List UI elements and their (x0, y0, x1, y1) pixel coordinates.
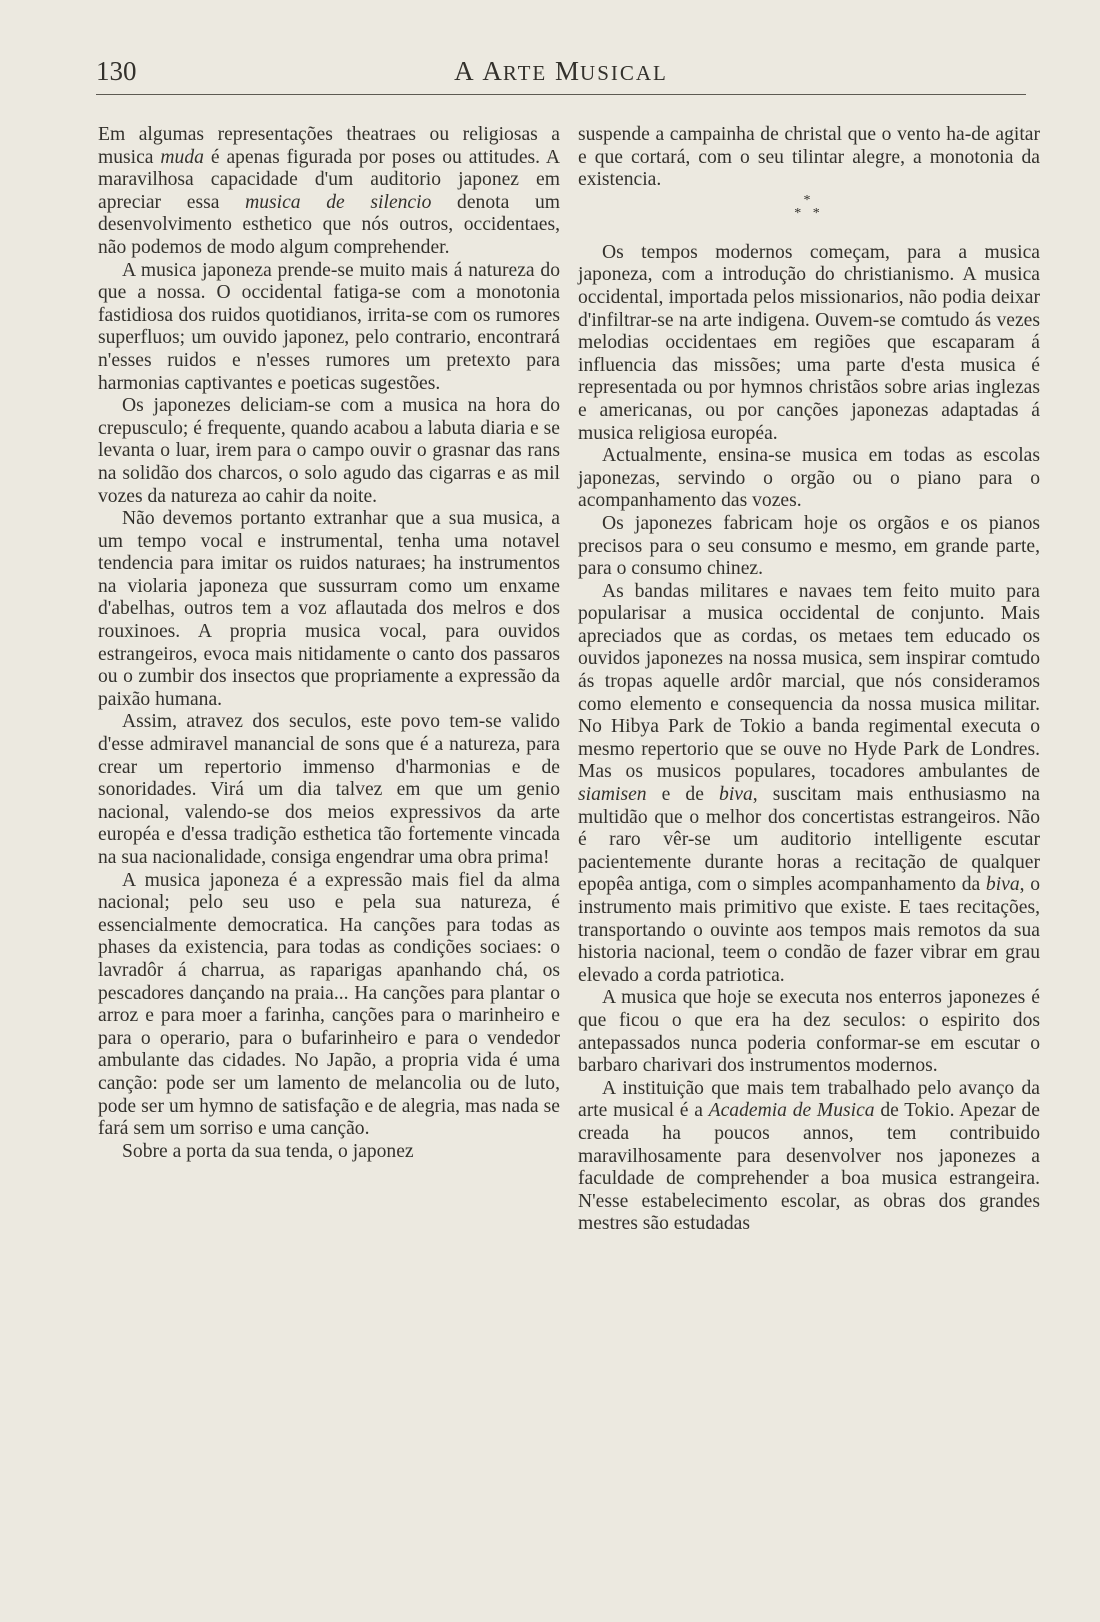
right-paragraph-6: A musica que hoje se executa nos enterros japonezes é que ficou o que era ha dez seculos: o espirito dos antepassados nunca poderia conformar-se em escutar o barbaro charivari dos instrumentos modernos. (578, 987, 1040, 1077)
left-paragraph-2: A musica japoneza prende-se muito mais á natureza do que a nossa. O occidental fatiga-se com a monotonia fastidiosa dos ruidos quotidianos, irrita-se com os rumores superfluos; um ouvido japonez, pelo contrario, encontrará n'esses ruidos e n'esses rumores um pretexto para harmonias captivantes e poeticas sugestões. (98, 259, 560, 394)
italic-term: biva (719, 784, 753, 806)
text-run: Em algumas representações theatraes ou religiosas a musica (98, 124, 560, 168)
left-paragraph-1 (98, 124, 560, 260)
left-paragraph-4: Não devemos portanto extranhar que a sua musica, a um tempo vocal e instrumental, tenha uma notavel tendencia para imitar os ruidos naturaes; ha instrumentos na violaria japoneza que sussurram como um enxame d'abelhas, outros tem a voz aflautada dos melros e dos rouxinoes. A propria musica vocal, para ouvidos estrangeiros, evoca mais nitidamente o canto dos passaros ou o zumbir dos insectos que propriamente a expressão da paixão humana. (98, 508, 560, 710)
running-title (96, 56, 1026, 87)
text-run: A instituição que mais tem trabalhado pelo avanço da arte musical é a (578, 1077, 1040, 1122)
italic-term: Academia de Musica (708, 1100, 875, 1122)
italic-term: musica de silencio (245, 191, 432, 213)
left-paragraph-5: Assim, atravez dos seculos, este povo tem-se valido d'esse admiravel manancial de sons que é a natureza, para crear um repertorio immenso d'harmonias e de sonoridades. Virá um dia talvez em que um genio nacional, valendo-se dos meios expressivos da arte européa e d'essa tradição esthetica tão fortemente vincada na sua nacionalidade, consiga engendrar uma obra prima! (98, 711, 560, 868)
running-header (96, 48, 1026, 95)
left-paragraph-6: A musica japoneza é a expressão mais fiel da alma nacional; pelo seu uso e pela sua natureza, é essencialmente democratica. Ha canções para todas as phases da existencia, para todas as condições sociaes: o lavradôr á charrua, as raparigas apanhando chá, os pescadores dançando na praia... Ha canções para plantar o arroz e para moer a farinha, canções para o marinheiro e para o operario, para o bufarinheiro e para o vendedor ambulante das cidades. No Japão, a propria vida é uma canção: pode ser um lamento de melancolia ou de luto, pode ser um hymno de satisfação e de alegria, mas nada se fará sem um sorriso e uma canção. (98, 869, 560, 1140)
text-run: de Tokio. Apezar de creada ha poucos annos, tem contribuido maravilhosamente para desenvolver nos japonezes a faculdade de comprehender a boa musica estrangeira. N'esse estabelecimento escolar, as obras dos grandes mestres são estudadas (578, 1100, 1040, 1235)
left-paragraph-3: Os japonezes deliciam-se com a musica na hora do crepusculo; é frequente, quando acabou a labuta diaria e se levanta o luar, irem para o campo ouvir o grasnar das rans na solidão dos charcos, o solo agudo das cigarras e as mil vozes da natureza ao cahir da noite. (98, 395, 560, 507)
italic-term: biva (985, 874, 1020, 896)
title-word-musical-initial: M (555, 56, 581, 86)
text-run: é apenas figurada por poses ou attitudes. A maravilhosa capacidade d'um auditorio japonez em apreciar essa (98, 146, 561, 213)
right-paragraph-2: Os tempos modernos começam, para a musica japoneza, com a introdução do christianismo. A musica occidental, importada pelos missionarios, não podia deixar d'infiltrar-se na arte indigena. Ouvem-se comtudo ás vezes melodias occidentaes em regiões que escaparam á influencia das missões; uma parte d'esta musica é representada ou por hymnos christãos sobre arias inglezas e americanas, ou por canções japonezas adaptadas á musica religiosa européa. (578, 241, 1040, 444)
asterism-bottom: * * (794, 205, 824, 221)
text-run: denota um desenvolvimento esthetico que nós outros, occidentaes, não podemos de modo algum comprehender. (98, 191, 560, 258)
right-paragraph-1: suspende a campainha de christal que o vento ha-de agitar e que cortará, com o seu tilintar alegre, a monotonia da existencia. (578, 124, 1040, 191)
asterism-divider (578, 194, 1040, 220)
title-word-arte-rest: RTE (502, 61, 548, 85)
text-run: , o instrumento mais primitivo que existe. E taes recitações, transportando o ouvinte aos tempos mais remotos da sua historia nacional, teem o condão de fazer vibrar em grau elevado a corda patriotica. (578, 874, 1040, 986)
right-column (578, 124, 1040, 1236)
left-column (98, 124, 560, 1163)
text-run: e de (646, 784, 720, 806)
italic-term: siamisen (578, 784, 647, 806)
right-paragraph-7 (578, 1078, 1040, 1236)
left-paragraph-7: Sobre a porta da sua tenda, o japonez (122, 1140, 414, 1162)
text-run: As bandas militares e navaes tem feito muito para popularisar a musica occidental de conjunto. Mais apreciados que as cordas, os metaes tem educado os ouvidos japonezes na nossa musica, sem inspirar comtudo ás tropas aquelle ardôr marcial, que nós consideramos como elemento e consequencia da nossa musica militar. No Hibya Park de Tokio a banda regimental executa o mesmo repertorio que se ouve no Hyde Park de Londres. Mas os musicos populares, tocadores ambulantes de (578, 580, 1040, 783)
title-word-musical-rest: USICAL (580, 61, 668, 85)
right-paragraph-4: Os japonezes fabricam hoje os orgãos e os pianos precisos para o seu consumo e mesmo, em grande parte, para o consumo chinez. (578, 512, 1040, 580)
title-word-arte-initial: A (482, 56, 503, 86)
italic-term: muda (160, 146, 204, 168)
right-paragraph-5 (578, 581, 1040, 988)
title-article: A (454, 56, 475, 86)
text-run: , suscitam mais enthusiasmo na multidão que o melhor dos concertistas estrangeiros. Não é raro vêr-se um auditorio intelligente escutar pacientemente durante horas a recitação de qualquer epopêa antiga, com o simples acompanhamento da (578, 784, 1040, 896)
right-paragraph-3: Actualmente, ensina-se musica em todas as escolas japonezas, servindo o orgão ou o piano para o acompanhamento das vozes. (578, 445, 1040, 512)
page-number: 130 (96, 56, 137, 86)
asterism-top: * (803, 192, 815, 208)
